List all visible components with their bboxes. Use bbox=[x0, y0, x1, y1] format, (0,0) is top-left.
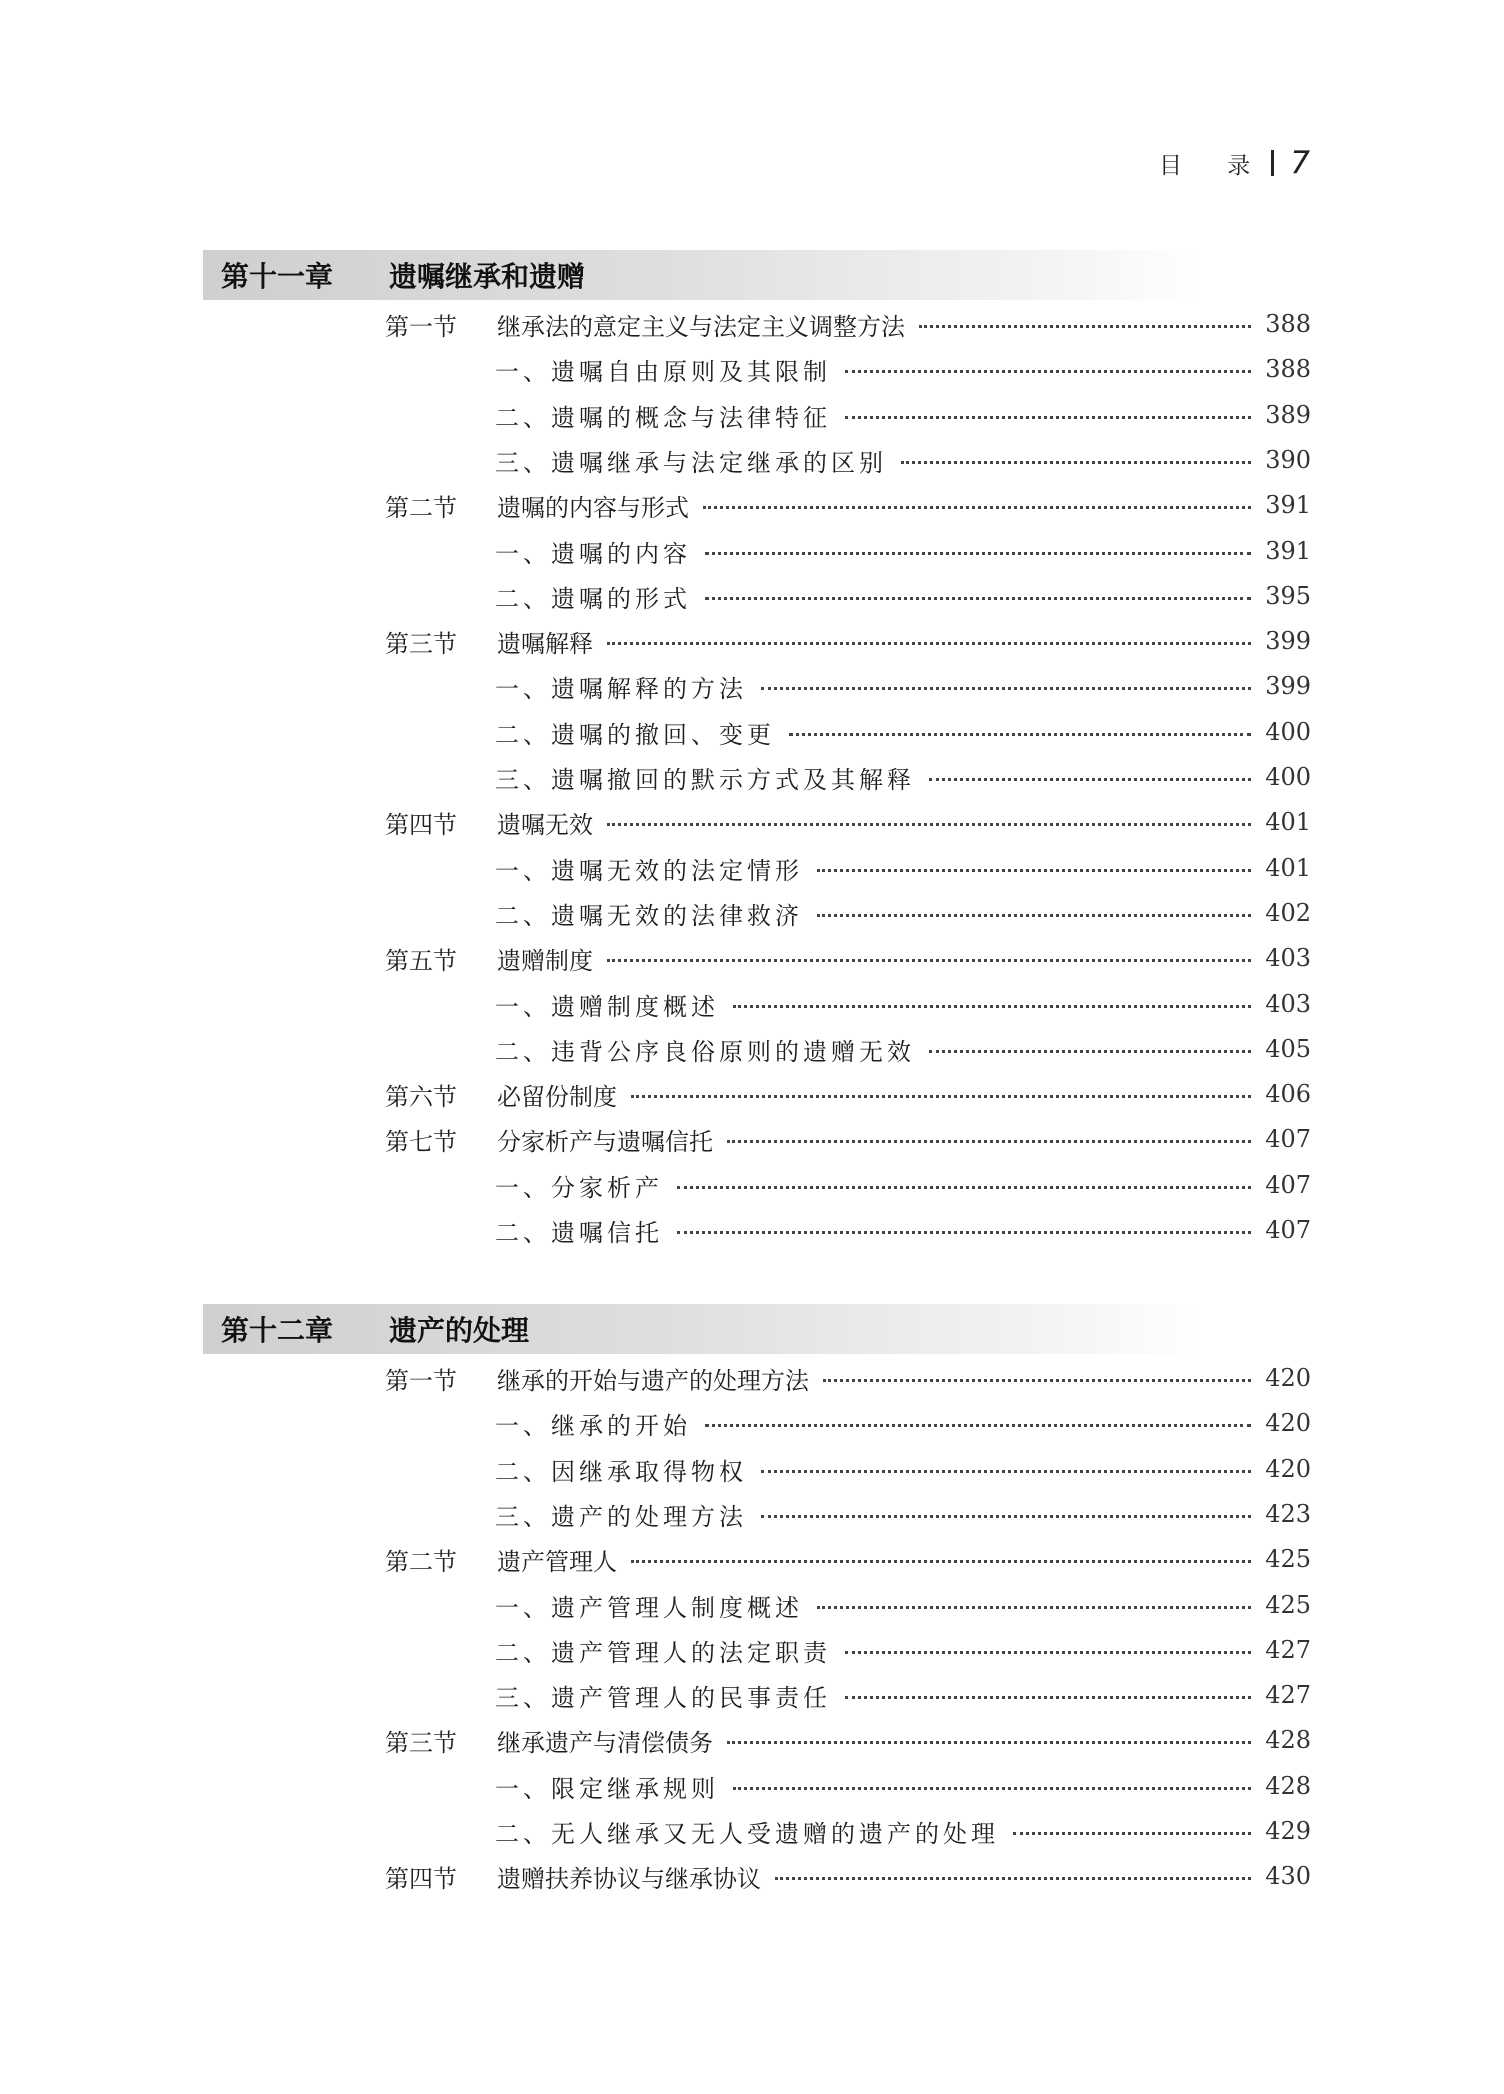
toc-subsection-entry[interactable] bbox=[495, 896, 1311, 930]
toc-section-entry[interactable] bbox=[385, 307, 1311, 341]
toc-subsection-entry[interactable] bbox=[495, 579, 1311, 613]
entry-page-number: 407 bbox=[1265, 1125, 1311, 1153]
page-number: 7 bbox=[1290, 145, 1310, 181]
entry-page-number: 429 bbox=[1265, 1817, 1311, 1845]
dot-leader bbox=[845, 1651, 1251, 1654]
entry-title: 遗嘱无效 bbox=[497, 810, 593, 839]
dot-leader bbox=[901, 461, 1251, 464]
entry-page-number: 403 bbox=[1265, 990, 1311, 1018]
section-number: 第二节 bbox=[385, 493, 457, 522]
dot-leader bbox=[761, 1515, 1251, 1518]
dot-leader bbox=[789, 733, 1251, 736]
toc-subsection-entry[interactable] bbox=[495, 1497, 1311, 1531]
toc-section-entry[interactable] bbox=[385, 1723, 1311, 1757]
toc-subsection-entry[interactable] bbox=[495, 1452, 1311, 1486]
section-number: 第二节 bbox=[385, 1547, 457, 1576]
dot-leader bbox=[607, 642, 1251, 645]
toc-subsection-entry[interactable] bbox=[495, 352, 1311, 386]
running-header-label: 目 录 bbox=[1158, 152, 1270, 179]
entry-page-number: 399 bbox=[1265, 672, 1311, 700]
toc-subsection-entry[interactable] bbox=[495, 760, 1311, 794]
entry-page-number: 406 bbox=[1265, 1080, 1311, 1108]
entry-title: 一、遗产管理人制度概述 bbox=[495, 1593, 803, 1622]
entry-title: 继承法的意定主义与法定主义调整方法 bbox=[497, 312, 905, 341]
dot-leader bbox=[705, 597, 1251, 600]
entry-title: 一、遗嘱无效的法定情形 bbox=[495, 856, 803, 885]
toc-section-entry[interactable] bbox=[385, 1859, 1311, 1893]
toc-section-entry[interactable] bbox=[385, 805, 1311, 839]
dot-leader bbox=[727, 1140, 1251, 1143]
entry-title: 三、遗嘱撤回的默示方式及其解释 bbox=[495, 765, 915, 794]
chapter-title: 遗产的处理 bbox=[389, 1314, 530, 1347]
toc-subsection-entry[interactable] bbox=[495, 669, 1311, 703]
entry-title: 二、违背公序良俗原则的遗赠无效 bbox=[495, 1037, 915, 1066]
toc-subsection-entry[interactable] bbox=[495, 1678, 1311, 1712]
dot-leader bbox=[677, 1231, 1251, 1234]
toc-subsection-entry[interactable] bbox=[495, 715, 1311, 749]
section-number: 第三节 bbox=[385, 1728, 457, 1757]
entry-title: 继承遗产与清偿债务 bbox=[497, 1728, 713, 1757]
entry-page-number: 425 bbox=[1265, 1545, 1311, 1573]
entry-title: 一、遗嘱的内容 bbox=[495, 539, 691, 568]
entry-page-number: 425 bbox=[1265, 1591, 1311, 1619]
entry-page-number: 401 bbox=[1265, 808, 1311, 836]
toc-section-entry[interactable] bbox=[385, 1361, 1311, 1395]
toc-subsection-entry[interactable] bbox=[495, 443, 1311, 477]
dot-leader bbox=[733, 1005, 1251, 1008]
toc-subsection-entry[interactable] bbox=[495, 398, 1311, 432]
entry-title: 遗产管理人 bbox=[497, 1547, 617, 1576]
toc-section-entry[interactable] bbox=[385, 1077, 1311, 1111]
entry-title: 一、继承的开始 bbox=[495, 1411, 691, 1440]
dot-leader bbox=[929, 1050, 1251, 1053]
entry-title: 继承的开始与遗产的处理方法 bbox=[497, 1366, 809, 1395]
running-header-divider bbox=[1271, 150, 1274, 176]
chapter-number: 第十二章 bbox=[221, 1314, 334, 1347]
entry-title: 三、遗嘱继承与法定继承的区别 bbox=[495, 448, 887, 477]
entry-page-number: 405 bbox=[1265, 1035, 1311, 1063]
entry-page-number: 420 bbox=[1265, 1409, 1311, 1437]
entry-page-number: 423 bbox=[1265, 1500, 1311, 1528]
dot-leader bbox=[705, 1424, 1251, 1427]
entry-page-number: 391 bbox=[1265, 491, 1311, 519]
entry-title: 三、遗产的处理方法 bbox=[495, 1502, 747, 1531]
entry-page-number: 388 bbox=[1265, 310, 1311, 338]
toc-subsection-entry[interactable] bbox=[495, 1769, 1311, 1803]
entry-title: 二、无人继承又无人受遗赠的遗产的处理 bbox=[495, 1819, 999, 1848]
entry-title: 遗嘱的内容与形式 bbox=[497, 493, 689, 522]
section-number: 第五节 bbox=[385, 946, 457, 975]
entry-page-number: 407 bbox=[1265, 1171, 1311, 1199]
toc-subsection-entry[interactable] bbox=[495, 987, 1311, 1021]
entry-page-number: 427 bbox=[1265, 1636, 1311, 1664]
entry-page-number: 402 bbox=[1265, 899, 1311, 927]
dot-leader bbox=[705, 552, 1251, 555]
dot-leader bbox=[817, 1606, 1251, 1609]
chapter-heading bbox=[203, 1304, 1203, 1354]
dot-leader bbox=[817, 914, 1251, 917]
toc-subsection-entry[interactable] bbox=[495, 1032, 1311, 1066]
toc-subsection-entry[interactable] bbox=[495, 1406, 1311, 1440]
dot-leader bbox=[845, 416, 1251, 419]
dot-leader bbox=[775, 1877, 1251, 1880]
entry-title: 二、遗产管理人的法定职责 bbox=[495, 1638, 831, 1667]
entry-page-number: 389 bbox=[1265, 401, 1311, 429]
dot-leader bbox=[631, 1095, 1251, 1098]
dot-leader bbox=[607, 823, 1251, 826]
entry-page-number: 400 bbox=[1265, 718, 1311, 746]
dot-leader bbox=[703, 506, 1251, 509]
dot-leader bbox=[823, 1379, 1251, 1382]
entry-page-number: 403 bbox=[1265, 944, 1311, 972]
entry-title: 二、遗嘱的形式 bbox=[495, 584, 691, 613]
entry-page-number: 420 bbox=[1265, 1455, 1311, 1483]
dot-leader bbox=[607, 959, 1251, 962]
section-number: 第六节 bbox=[385, 1082, 457, 1111]
entry-title: 三、遗产管理人的民事责任 bbox=[495, 1683, 831, 1712]
dot-leader bbox=[1013, 1832, 1251, 1835]
entry-page-number: 427 bbox=[1265, 1681, 1311, 1709]
entry-title: 分家析产与遗嘱信托 bbox=[497, 1127, 713, 1156]
entry-title: 一、分家析产 bbox=[495, 1173, 663, 1202]
toc-subsection-entry[interactable] bbox=[495, 1633, 1311, 1667]
entry-page-number: 401 bbox=[1265, 854, 1311, 882]
entry-title: 遗赠制度 bbox=[497, 946, 593, 975]
dot-leader bbox=[761, 1470, 1251, 1473]
entry-title: 遗嘱解释 bbox=[497, 629, 593, 658]
chapter-title: 遗嘱继承和遗赠 bbox=[389, 260, 586, 293]
entry-page-number: 399 bbox=[1265, 627, 1311, 655]
entry-page-number: 388 bbox=[1265, 355, 1311, 383]
section-number: 第四节 bbox=[385, 1864, 457, 1893]
entry-page-number: 390 bbox=[1265, 446, 1311, 474]
running-header bbox=[1159, 143, 1310, 183]
dot-leader bbox=[761, 687, 1251, 690]
entry-page-number: 391 bbox=[1265, 537, 1311, 565]
dot-leader bbox=[845, 370, 1251, 373]
toc-section-entry[interactable] bbox=[385, 941, 1311, 975]
section-number: 第七节 bbox=[385, 1127, 457, 1156]
entry-title: 二、因继承取得物权 bbox=[495, 1457, 747, 1486]
section-number: 第一节 bbox=[385, 312, 457, 341]
toc-subsection-entry[interactable] bbox=[495, 1213, 1311, 1247]
entry-page-number: 420 bbox=[1265, 1364, 1311, 1392]
toc-section-entry[interactable] bbox=[385, 1122, 1311, 1156]
toc-subsection-entry[interactable] bbox=[495, 1168, 1311, 1202]
entry-title: 二、遗嘱无效的法律救济 bbox=[495, 901, 803, 930]
entry-title: 遗赠扶养协议与继承协议 bbox=[497, 1864, 761, 1893]
chapter-number: 第十一章 bbox=[221, 260, 334, 293]
chapter-heading bbox=[203, 250, 1203, 300]
entry-title: 必留份制度 bbox=[497, 1082, 617, 1111]
dot-leader bbox=[919, 325, 1251, 328]
entry-page-number: 400 bbox=[1265, 763, 1311, 791]
section-number: 第三节 bbox=[385, 629, 457, 658]
entry-title: 一、遗赠制度概述 bbox=[495, 992, 719, 1021]
entry-page-number: 428 bbox=[1265, 1772, 1311, 1800]
entry-title: 二、遗嘱的撤回、变更 bbox=[495, 720, 775, 749]
toc-subsection-entry[interactable] bbox=[495, 534, 1311, 568]
section-number: 第四节 bbox=[385, 810, 457, 839]
entry-page-number: 407 bbox=[1265, 1216, 1311, 1244]
entry-title: 二、遗嘱的概念与法律特征 bbox=[495, 403, 831, 432]
entry-title: 一、遗嘱解释的方法 bbox=[495, 674, 747, 703]
entry-page-number: 430 bbox=[1265, 1862, 1311, 1890]
section-number: 第一节 bbox=[385, 1366, 457, 1395]
dot-leader bbox=[929, 778, 1251, 781]
entry-page-number: 395 bbox=[1265, 582, 1311, 610]
dot-leader bbox=[677, 1186, 1251, 1189]
entry-title: 一、遗嘱自由原则及其限制 bbox=[495, 357, 831, 386]
dot-leader bbox=[727, 1741, 1251, 1744]
dot-leader bbox=[631, 1560, 1251, 1563]
dot-leader bbox=[817, 869, 1251, 872]
entry-title: 一、限定继承规则 bbox=[495, 1774, 719, 1803]
toc-section-entry[interactable] bbox=[385, 1542, 1311, 1576]
toc-subsection-entry[interactable] bbox=[495, 1814, 1311, 1848]
toc-section-entry[interactable] bbox=[385, 488, 1311, 522]
dot-leader bbox=[733, 1787, 1251, 1790]
toc-subsection-entry[interactable] bbox=[495, 851, 1311, 885]
toc-subsection-entry[interactable] bbox=[495, 1588, 1311, 1622]
entry-title: 二、遗嘱信托 bbox=[495, 1218, 663, 1247]
dot-leader bbox=[845, 1696, 1251, 1699]
toc-section-entry[interactable] bbox=[385, 624, 1311, 658]
entry-page-number: 428 bbox=[1265, 1726, 1311, 1754]
